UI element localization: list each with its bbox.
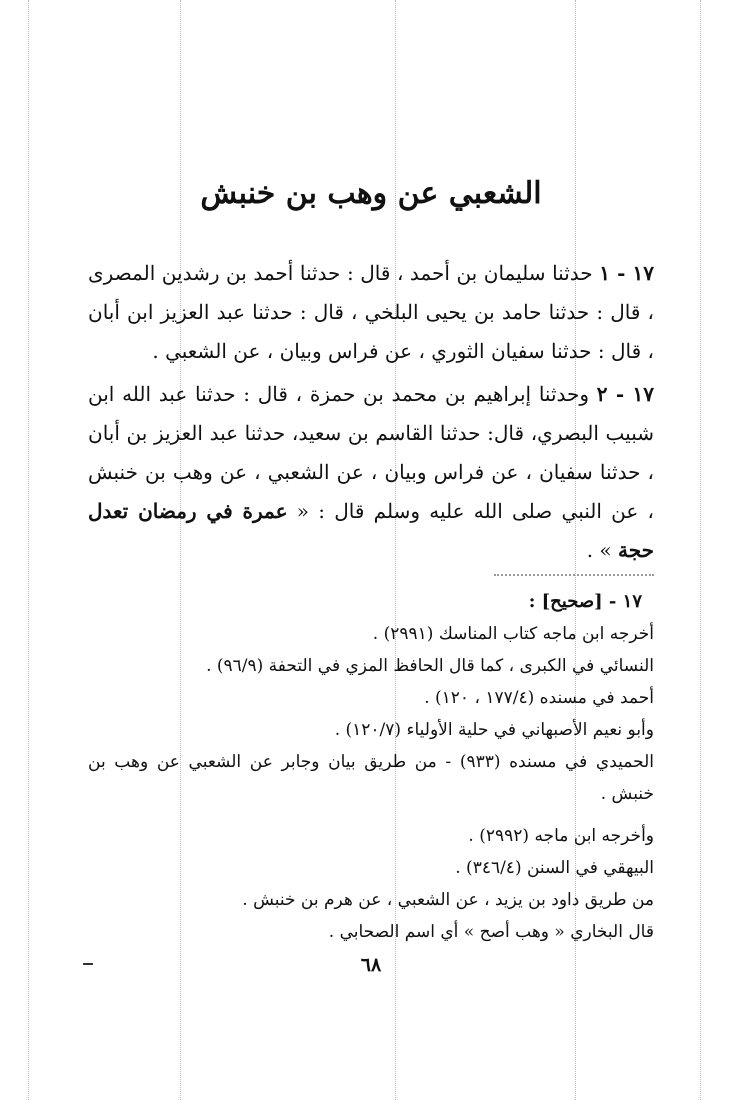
page-number: ٦٨	[360, 954, 382, 976]
hadith-1	[88, 254, 654, 371]
footnote-line: وأبو نعيم الأصبهاني في حلية الأولياء (١٢٠/٧) .	[334, 720, 654, 740]
footnote-line: النسائي في الكبرى ، كما قال الحافظ المزي في التحفة (٩٦/٩) .	[206, 656, 654, 676]
scan-line	[700, 0, 701, 1100]
hadith-text: حدثنا سليمان بن أحمد ، قال : حدثنا أحمد بن رشدين المصرى ، قال : حدثنا حامد بن يحيى البلخي ، قال : حدثنا عبد العزيز ابن أبان ، قال : حدثنا سفيان الثوري ، عن فراس وبيان ، عن الشعبي .	[88, 261, 654, 363]
footnote-heading: ١٧ - [صحيح] :	[528, 591, 642, 612]
footnote-separator	[494, 574, 654, 576]
hadith-number: ١٧ - ١	[599, 261, 655, 285]
book-page	[88, 170, 654, 976]
chapter-title: الشعبي عن وهب بن خنبش	[200, 176, 542, 211]
hadith-number: ١٧ - ٢	[596, 382, 655, 406]
footnote-line: وأخرجه ابن ماجه (٢٩٩٢) .	[468, 826, 654, 846]
hadith-2	[88, 375, 654, 570]
footnote-line: قال البخاري « وهب أصح » أي اسم الصحابي .	[328, 922, 654, 942]
scan-line	[28, 0, 29, 1100]
hadith-matn: عمرة في رمضان تعدل حجة	[88, 499, 654, 562]
footnote-line: البيهقي في السنن (٣٤٦/٤) .	[455, 858, 654, 878]
footnote-line: من طريق داود بن يزيد ، عن الشعبي ، عن هرم بن خنبش .	[242, 890, 654, 910]
footnote-line: أخرجه ابن ماجه كتاب المناسك (٢٩٩١) .	[372, 624, 654, 644]
footnote-line: الحميدي في مسنده (٩٣٣) - من طريق بيان وجابر عن الشعبي عن وهب بن خنبش .	[88, 752, 655, 804]
hadith-text: وحدثنا إبراهيم بن محمد بن حمزة ، قال : حدثنا عبد الله ابن شبيب البصري، قال: حدثنا القاسم بن سعيد، حدثنا عبد العزيز بن أبان ، حدثنا سفيان ، عن فراس وبيان ، عن الشعبي ، عن وهب بن خنبش ، عن النبي صلى الله عليه وسلم قال : «	[88, 382, 655, 523]
hadith-tail: » .	[586, 538, 612, 562]
footnotes	[88, 586, 654, 948]
footnote-line: أحمد في مسنده (١٧٧/٤ ، ١٢٠) .	[424, 688, 654, 708]
